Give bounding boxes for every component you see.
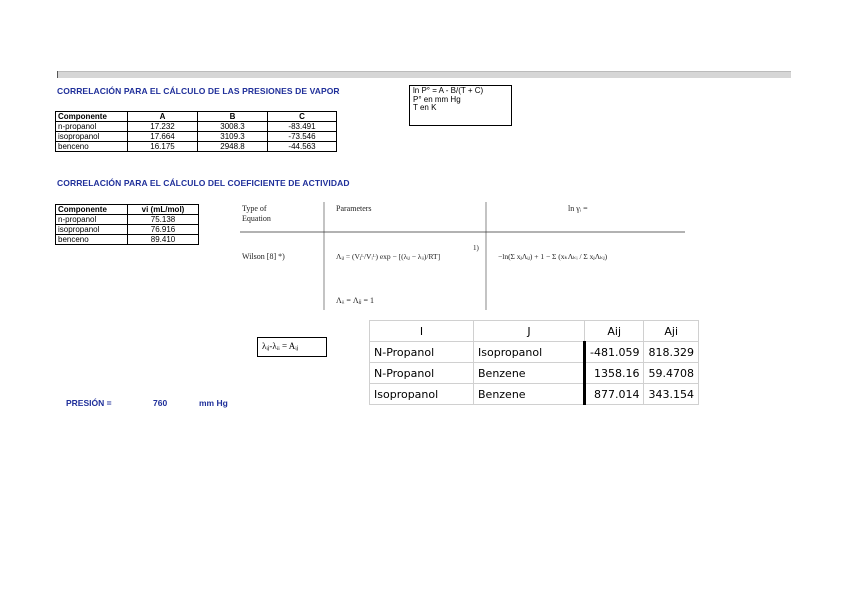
table-cell[interactable]: 3109.3 bbox=[198, 132, 268, 142]
col-header-i[interactable]: I bbox=[370, 321, 474, 342]
wilson-name: Wilson [8] *) bbox=[242, 252, 285, 261]
table-cell[interactable]: 16.175 bbox=[128, 142, 198, 152]
activity-heading: CORRELACIÓN PARA EL CÁLCULO DEL COEFICIENTE DE ACTIVIDAD bbox=[57, 178, 350, 188]
table-cell[interactable]: -481.059 bbox=[585, 342, 644, 363]
wilson-parameters-table bbox=[369, 320, 699, 405]
table-cell[interactable]: 2948.8 bbox=[198, 142, 268, 152]
table-cell[interactable]: -73.546 bbox=[268, 132, 337, 142]
formula-line-2: P° en mm Hg bbox=[413, 94, 461, 104]
note-marker: 1) bbox=[473, 244, 479, 252]
table-cell[interactable]: 89.410 bbox=[128, 235, 199, 245]
formula-line-3: T en K bbox=[413, 103, 437, 112]
table-row bbox=[370, 384, 699, 405]
table-row bbox=[56, 122, 337, 132]
antoine-table bbox=[55, 111, 337, 152]
table-cell[interactable]: -44.563 bbox=[268, 142, 337, 152]
table-cell[interactable]: 343.154 bbox=[644, 384, 699, 405]
pressure-value[interactable]: 760 bbox=[153, 398, 168, 408]
table-cell[interactable]: 877.014 bbox=[585, 384, 644, 405]
table-cell[interactable]: 59.4708 bbox=[644, 363, 699, 384]
table-cell[interactable]: benceno bbox=[56, 142, 128, 152]
table-cell[interactable]: Benzene bbox=[474, 363, 585, 384]
col-header-vi[interactable]: vi (mL/mol) bbox=[128, 205, 199, 215]
lambda-ii-def: Λᵢᵢ = Λⱼⱼ = 1 bbox=[336, 296, 375, 305]
table-cell[interactable]: 75.138 bbox=[128, 215, 199, 225]
wilson-equation-figure bbox=[240, 202, 685, 312]
vapor-pressure-heading: CORRELACIÓN PARA EL CÁLCULO DE LAS PRESIONES DE VAPOR bbox=[57, 86, 340, 96]
formula-line-1: ln P° = A - B/(T + C) bbox=[413, 86, 484, 95]
table-cell[interactable]: isopropanol bbox=[56, 225, 128, 235]
table-cell[interactable]: Isopropanol bbox=[370, 384, 474, 405]
sheet-top-bar bbox=[57, 71, 791, 78]
molar-volume-table bbox=[55, 204, 199, 245]
table-row bbox=[370, 363, 699, 384]
table-cell[interactable]: benceno bbox=[56, 235, 128, 245]
pressure-unit: mm Hg bbox=[199, 398, 228, 408]
col-header-aij[interactable]: Aij bbox=[585, 321, 644, 342]
table-row bbox=[56, 215, 199, 225]
table-row bbox=[370, 342, 699, 363]
table-cell[interactable]: 76.916 bbox=[128, 225, 199, 235]
table-row bbox=[56, 235, 199, 245]
antoine-formula-box bbox=[409, 85, 512, 126]
col-type-label: Type of bbox=[242, 204, 267, 213]
table-cell[interactable]: 1358.16 bbox=[585, 363, 644, 384]
table-row bbox=[56, 225, 199, 235]
table-cell[interactable]: 3008.3 bbox=[198, 122, 268, 132]
lambda-equals-aij-box: λᵢⱼ-λᵢᵢ = Aᵢⱼ bbox=[257, 337, 327, 357]
table-cell[interactable]: N-Propanol bbox=[370, 342, 474, 363]
col-gamma-label: ln γᵢ = bbox=[568, 204, 588, 213]
col-header-componente[interactable]: Componente bbox=[56, 112, 128, 122]
table-cell[interactable]: 818.329 bbox=[644, 342, 699, 363]
col-params-label: Parameters bbox=[336, 204, 372, 213]
table-cell[interactable]: n-propanol bbox=[56, 122, 128, 132]
table-cell[interactable]: n-propanol bbox=[56, 215, 128, 225]
col-header-aji[interactable]: Aji bbox=[644, 321, 699, 342]
col-header-componente[interactable]: Componente bbox=[56, 205, 128, 215]
pressure-label: PRESIÓN = bbox=[66, 398, 112, 408]
col-header-j[interactable]: J bbox=[474, 321, 585, 342]
table-cell[interactable]: Isopropanol bbox=[474, 342, 585, 363]
table-cell[interactable]: Benzene bbox=[474, 384, 585, 405]
table-cell[interactable]: 17.664 bbox=[128, 132, 198, 142]
table-row bbox=[56, 132, 337, 142]
lambda-definition: Λᵢⱼ = (Vⱼᴸ/Vᵢᴸ) exp − [(λᵢⱼ − λᵢᵢ)/RT] bbox=[336, 252, 441, 261]
col-header-a[interactable]: A bbox=[128, 112, 198, 122]
table-cell[interactable]: -83.491 bbox=[268, 122, 337, 132]
gamma-expression: −ln(Σ xⱼΛᵢⱼ) + 1 − Σ (xₖΛₖᵢ / Σ xⱼΛₖⱼ) bbox=[498, 252, 608, 261]
col-header-b[interactable]: B bbox=[198, 112, 268, 122]
table-cell[interactable]: N-Propanol bbox=[370, 363, 474, 384]
table-cell[interactable]: 17.232 bbox=[128, 122, 198, 132]
col-type-label-2: Equation bbox=[242, 214, 271, 223]
table-cell[interactable]: isopropanol bbox=[56, 132, 128, 142]
table-row bbox=[56, 142, 337, 152]
col-header-c[interactable]: C bbox=[268, 112, 337, 122]
